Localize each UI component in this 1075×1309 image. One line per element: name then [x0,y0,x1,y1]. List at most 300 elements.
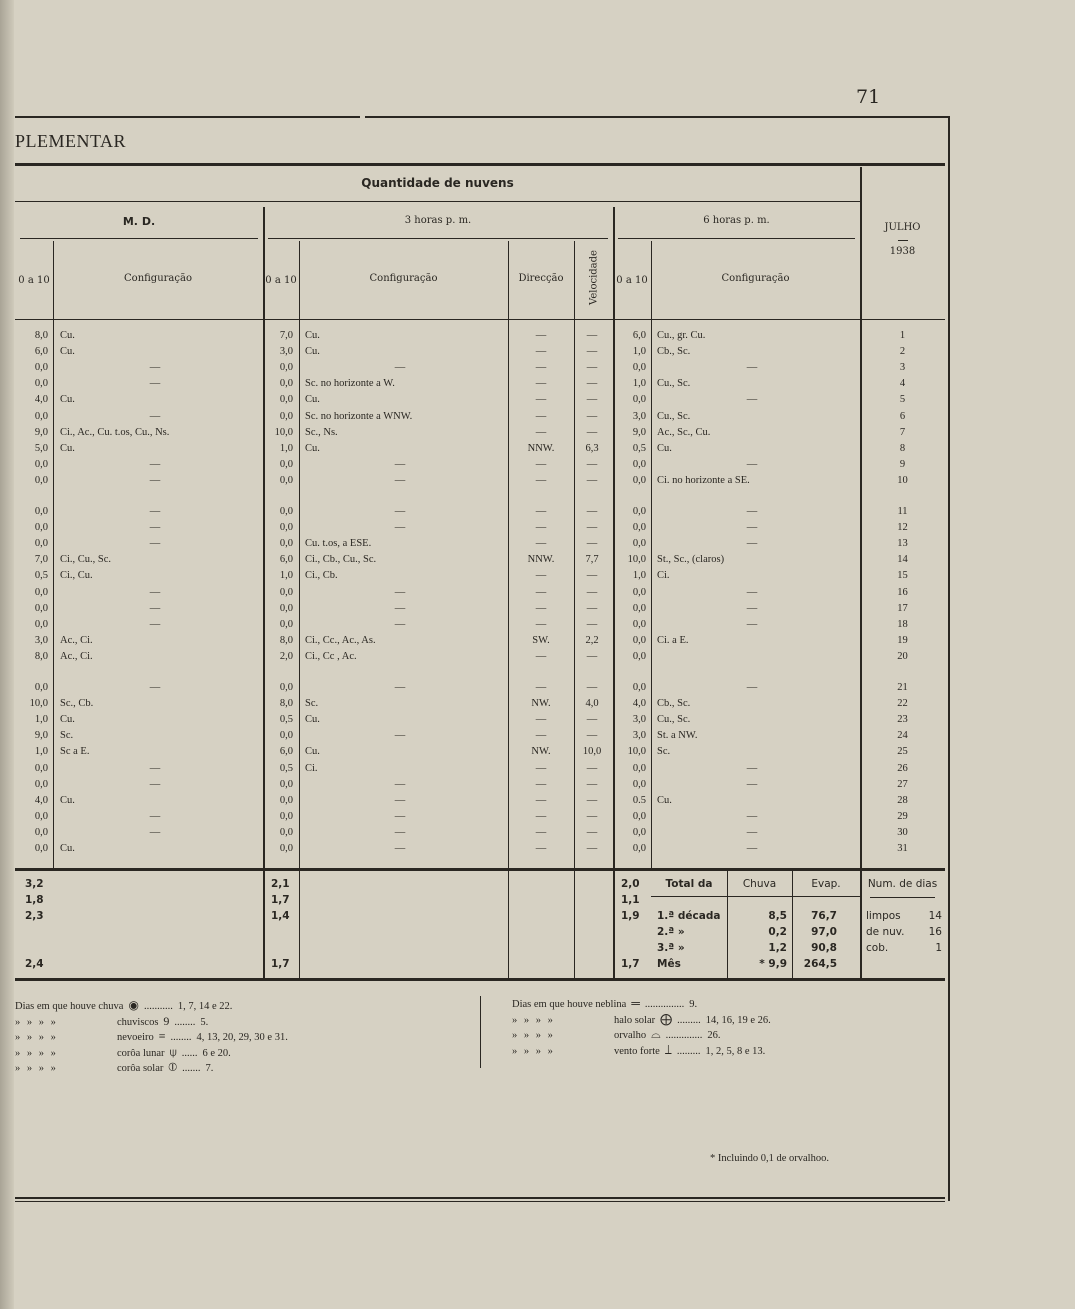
md-amount: 0,0 [34,810,48,822]
md-config: — [149,602,161,614]
legend-divider [480,996,481,1068]
wind-velocity: — [586,602,598,614]
h3-config: — [394,794,406,806]
legend-symbol: ⦶ [168,1060,178,1074]
wind-velocity: — [586,362,598,374]
legend-prefix: » » » » [15,1016,58,1028]
md-amount: 9,0 [34,426,48,438]
h3-amount: 8,0 [279,634,293,646]
legend-prefix: » » » » [512,1045,555,1057]
md-amount: 5,0 [34,442,48,454]
h3-amount: 0,0 [279,506,293,517]
md-config: Cu. [60,714,75,726]
md-config: — [149,826,161,838]
h6-config: Cu., gr. Cu. [657,330,706,341]
col-line-chuva [727,871,728,978]
header-md: M. D. [122,215,156,228]
h6-amount: 6,0 [632,330,646,341]
legend-dots: ........... [143,1001,173,1012]
h6-amount: 0,0 [632,810,646,822]
dias-label: de nuv. [866,926,905,938]
h3-amount: 0,0 [279,458,293,470]
wind-velocity: — [586,618,598,630]
md-amount: 0,0 [34,522,48,534]
md-amount: 0,5 [34,570,48,582]
h6-config: Ac., Sc., Cu. [657,426,711,438]
totals-bottom-rule [15,978,945,981]
legend-label: corôa lunar [117,1047,165,1059]
wind-velocity: — [586,522,598,534]
md-config: — [149,778,161,790]
wind-direction: — [535,474,547,486]
wind-velocity: — [586,346,598,358]
wind-velocity: — [586,714,598,726]
md-config: Sc a E. [60,746,90,758]
md-total: 2,4 [25,958,44,970]
day-number: 15 [897,570,908,582]
md-amount: 0,0 [34,586,48,598]
legend-days: 1, 2, 5, 8 e 13. [705,1045,766,1057]
period-label: 3.ª » [657,942,685,954]
header-md-config: Configuração [124,273,192,284]
day-number: 31 [897,843,908,854]
md-config: — [149,474,161,486]
h3-amount: 0,0 [279,586,293,598]
md-config: — [149,378,161,390]
h6-amount: 0,0 [632,826,646,838]
h6-config: Cu. [657,442,672,454]
h3-amount: 0,0 [279,538,293,550]
h3-config: Ci., Cc , Ac. [305,650,357,662]
md-config: Sc. [60,730,74,742]
wind-direction: — [535,843,547,854]
wind-velocity: — [586,394,598,406]
legend-symbol: ≡ [158,1029,166,1043]
h3-amount: 2,0 [279,650,293,662]
header-3h-config: Configuração [369,273,438,284]
h6-amount: 0,0 [632,634,646,646]
h6-config: Cb., Sc. [657,346,691,358]
md-config: — [149,410,161,422]
wind-direction: — [535,826,547,838]
legend-days: 7. [205,1063,214,1074]
h3-config: — [394,474,406,486]
h3-amount: 0,0 [279,682,293,693]
legend-line [512,1027,725,1044]
legend-line [15,998,237,1015]
legend-dots: ......... [676,1045,701,1057]
md-amount: 0,0 [34,474,48,486]
md-amount: 7,0 [34,554,48,566]
md-amount: 1,0 [34,714,48,726]
h3-config: — [394,810,406,822]
h6-config: — [746,778,758,790]
dias-value: 1 [935,942,942,954]
h3-amount: 0,0 [279,810,293,822]
h6-config: — [746,826,758,838]
md-config: — [149,682,161,693]
wind-direction: SW. [532,634,550,646]
md-amount: 0,0 [34,362,48,374]
legend-label: corôa solar [117,1063,164,1074]
h6-total: 1,1 [621,894,640,906]
h6-amount: 3,0 [632,410,646,422]
md-config: — [149,522,161,534]
h6-total: 1,9 [621,910,640,922]
h6-total: 1,7 [621,958,640,970]
legend-prefix: Dias em que houve neblina [512,999,627,1010]
h3-config: Sc., Ns. [305,426,338,438]
evap-value: 264,5 [803,958,837,970]
h6-config: Cu., Sc. [657,378,691,390]
day-number: 2 [899,346,906,358]
evap-value: 90,8 [811,942,837,954]
md-amount: 0,0 [34,826,48,838]
header-6h-scale: 0 a 10 [616,275,648,286]
wind-direction: — [535,778,547,790]
md-amount: 0,0 [34,378,48,390]
header-month: JULHO [884,222,921,233]
period-label: 1.ª década [657,910,721,922]
dias-value: 14 [928,910,942,922]
wind-velocity: — [586,730,598,742]
h6-config: — [746,682,758,693]
h6-config: Sc. [657,746,671,758]
legend-symbol: ◉ [128,998,139,1012]
day-number: 25 [897,746,908,758]
legend-prefix: » » » » [15,1047,58,1059]
legend-line [512,996,702,1013]
h3-amount: 0,0 [279,730,293,742]
legend-label: nevoeiro [117,1032,154,1043]
legend-days: 6 e 20. [202,1047,231,1059]
header-6h-config: Configuração [721,273,790,284]
h6-amount: 0,0 [632,474,646,486]
h3-amount: 1,0 [279,570,293,582]
header-quantidade-nuvens: Quantidade de nuvens [361,176,514,190]
legend-label: chuviscos [117,1016,159,1028]
evap-value: 97,0 [811,926,837,938]
h3-total: 1,4 [271,910,290,922]
wind-direction: — [535,618,547,630]
h3-config: Cu. [305,714,320,726]
h6-config: — [746,810,758,822]
wind-velocity: — [586,330,598,341]
h6-config: Cb., Sc. [657,698,691,710]
md-config: — [149,618,161,630]
h3-config: Sc. no horizonte a WNW. [305,410,413,422]
h6-amount: 0,0 [632,618,646,630]
evap-label: Evap. [811,878,841,890]
wind-direction: NW. [531,746,551,758]
page-binding-edge [0,0,14,1309]
dias-value: 16 [928,926,942,938]
wind-direction: — [535,538,547,550]
md-amount: 6,0 [34,346,48,358]
bottom-rule [15,1197,945,1199]
h6-amount: 0,0 [632,394,646,406]
top-rule-right [365,116,950,118]
md-config: Ac., Ci. [60,650,93,662]
h3-amount: 0,0 [279,394,293,406]
h3-config: Cu. t.os, a ESE. [305,538,372,550]
wind-velocity: — [586,586,598,598]
header-year: 1938 [889,246,916,257]
wind-direction: — [535,682,547,693]
wind-velocity: — [586,650,598,662]
chuva-value: 0,2 [768,926,787,938]
h3-amount: 8,0 [279,698,293,710]
h3-amount: 0,0 [279,522,293,534]
md-config: — [149,762,161,774]
h6-config: — [746,538,758,550]
md-amount: 0,0 [34,682,48,693]
md-amount: 0,0 [34,538,48,550]
md-amount: 4,0 [34,794,48,806]
md-config: Cu. [60,394,75,406]
top-rule-left [15,116,360,118]
h6-total: 2,0 [621,878,640,890]
h3-amount: 0,0 [279,826,293,838]
md-amount: 8,0 [34,330,48,341]
legend-days: 1, 7, 14 e 22. [177,1001,233,1012]
legend-symbol: ═ [631,996,640,1010]
h6-amount: 9,0 [632,426,646,438]
day-number: 17 [897,602,908,614]
legend-prefix: » » » » [15,1032,58,1043]
h3-config: Cu. [305,330,320,341]
h3-amount: 6,0 [279,554,293,566]
wind-direction: — [535,810,547,822]
num-dias-label: Num. de dias [867,878,938,890]
md-config: Ci., Cu. [60,570,93,582]
h6-amount: 0,0 [632,522,646,534]
h6-config: — [746,458,758,470]
legend-dots: ....... [182,1063,201,1074]
day-number: 20 [897,650,908,662]
header-3h-rule [268,238,608,239]
day-number: 19 [897,634,908,646]
h6-amount: 1,0 [632,378,646,390]
wind-velocity: — [586,506,598,517]
h3-amount: 0,0 [279,843,293,854]
md-config: — [149,362,161,374]
day-number: 23 [897,714,908,726]
wind-direction: — [535,458,547,470]
md-config: Ci., Cu., Sc. [60,554,112,566]
wind-velocity: 2,2 [585,634,599,646]
wind-direction: NNW. [527,554,555,566]
chuva-value: * 9,9 [759,958,787,970]
h6-config: — [746,602,758,614]
h3-config: — [394,843,406,854]
h3-config: Ci., Cb., Cu., Sc. [305,554,377,566]
day-number: 11 [897,506,908,517]
wind-velocity: — [586,474,598,486]
wind-velocity: — [586,843,598,854]
legend-dots: ...... [181,1047,198,1059]
md-amount: 0,0 [34,602,48,614]
h6-amount: 0,0 [632,650,646,662]
wind-velocity: — [586,570,598,582]
wind-velocity: — [586,810,598,822]
md-config: Cu. [60,330,75,341]
wind-direction: — [535,346,547,358]
h3-config: — [394,826,406,838]
h6-amount: 0,0 [632,762,646,774]
legend-prefix: » » » » [512,1014,555,1026]
h6-config: — [746,362,758,374]
md-config: — [149,810,161,822]
h6-amount: 0,0 [632,586,646,598]
wind-direction: — [535,394,547,406]
legend-days: 5. [200,1016,209,1028]
day-number: 14 [897,554,908,566]
h3-config: — [394,522,406,534]
md-amount: 0,0 [34,778,48,790]
col-line-md [53,241,54,868]
day-number: 1 [899,330,906,341]
h6-config: Cu., Sc. [657,714,691,726]
day-number: 5 [899,394,906,406]
header-bottom-rule [15,319,945,320]
h3-amount: 0,0 [279,794,293,806]
h3-config: Ci. [305,762,318,774]
md-amount: 0,0 [34,458,48,470]
md-config: Ci., Ac., Cu. t.os, Cu., Ns. [60,426,170,438]
wind-velocity: 4,0 [585,698,599,710]
h3-config: Ci., Cb. [305,570,338,582]
totals-sub-rule [651,896,860,897]
h3-config: — [394,730,406,742]
wind-direction: NW. [531,698,551,710]
legend-line [15,1014,213,1031]
h3-total: 1,7 [271,894,290,906]
day-number: 27 [897,778,908,790]
h3-config: — [394,778,406,790]
day-number: 24 [897,730,908,742]
h3-config: Ci., Cc., Ac., As. [305,634,376,646]
day-number: 7 [899,426,906,438]
legend-label: orvalho [614,1030,647,1041]
legend-label: vento forte [614,1045,660,1057]
wind-velocity: — [586,426,598,438]
h3-config: Cu. [305,746,320,758]
num-dias-rule [870,897,935,898]
wind-direction: — [535,714,547,726]
h6-config: Ci. no horizonte a SE. [657,474,750,486]
wind-direction: — [535,602,547,614]
header-md-rule [20,238,258,239]
footnote: * Incluindo 0,1 de orvalhoo. [710,1153,829,1164]
day-number: 6 [899,410,906,422]
page-number: 71 [856,86,881,108]
header-group-rule [15,201,860,202]
wind-direction: — [535,522,547,534]
h3-config: — [394,586,406,598]
wind-velocity: — [586,762,598,774]
h3-amount: 0,5 [279,762,293,774]
h6-config: St. a NW. [657,730,698,742]
h6-config: — [746,586,758,598]
day-number: 3 [899,362,906,374]
legend-symbol: ⌓ [651,1027,661,1041]
h6-amount: 10,0 [627,554,646,566]
chuva-value: 8,5 [768,910,787,922]
md-config: — [149,538,161,550]
h3-config: Sc. [305,698,319,710]
h6-amount: 0,0 [632,843,646,854]
h3-amount: 0,0 [279,378,293,390]
day-number: 21 [897,682,908,693]
md-amount: 0,0 [34,618,48,630]
day-number: 4 [899,378,906,390]
evap-value: 76,7 [811,910,837,922]
day-number: 18 [897,618,908,630]
h6-amount: 1,0 [632,570,646,582]
wind-direction: — [535,506,547,517]
h3-amount: 10,0 [274,426,293,438]
h6-config: — [746,522,758,534]
wind-direction: — [535,378,547,390]
legend-line [512,1043,770,1060]
wind-velocity: — [586,458,598,470]
legend-symbol: ⟘ [664,1042,672,1057]
h3-amount: 0,0 [279,362,293,374]
legend-line [15,1029,293,1046]
wind-velocity: 7,7 [585,554,599,566]
md-config: — [149,506,161,517]
md-amount: 0,0 [34,762,48,774]
wind-direction: — [535,586,547,598]
legend-days: 9. [689,999,698,1010]
day-number: 28 [897,794,908,806]
h6-config: St., Sc., (claros) [657,554,725,566]
h3-amount: 0,0 [279,410,293,422]
wind-velocity: — [586,826,598,838]
h6-amount: 4,0 [632,698,646,710]
wind-velocity: — [586,778,598,790]
day-number: 26 [897,762,908,774]
md-config: Cu. [60,794,75,806]
day-number: 8 [899,442,906,454]
wind-direction: — [535,362,547,374]
h6-config: — [746,843,758,854]
md-config: Cu. [60,346,75,358]
md-total: 1,8 [25,894,44,906]
header-3h-scale: 0 a 10 [265,275,297,286]
h3-amount: 0,0 [279,474,293,486]
legend-label: halo solar [614,1014,656,1026]
h6-amount: 3,0 [632,730,646,742]
h3-config: — [394,362,406,374]
wind-velocity: — [586,378,598,390]
md-amount: 0,0 [34,410,48,422]
legend-line [15,1060,218,1077]
wind-direction: — [535,730,547,742]
header-6h: 6 horas p. m. [703,215,770,226]
md-amount: 8,0 [34,650,48,662]
legend-dots: ........ [170,1032,192,1043]
legend-dots: ........ [174,1016,196,1028]
md-total: 2,3 [25,910,44,922]
header-top-rule [15,163,945,166]
h6-amount: 0,0 [632,682,646,693]
day-number: 13 [897,538,908,550]
h3-amount: 7,0 [279,330,293,341]
chuva-label: Chuva [742,878,777,890]
day-number: 12 [897,522,908,534]
